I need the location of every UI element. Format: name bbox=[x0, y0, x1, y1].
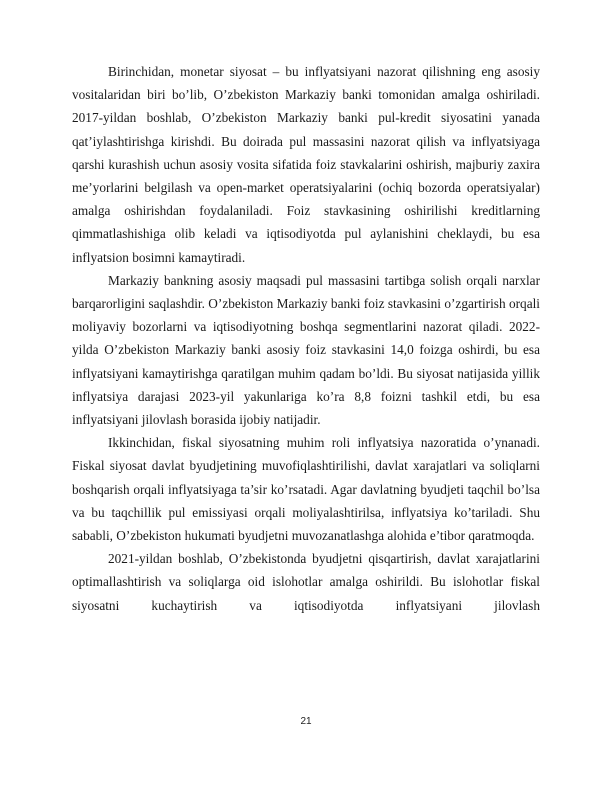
paragraph-fiscal-policy: Ikkinchidan, fiskal siyosatning muhim roli inflyatsiya nazoratida o’ynanadi. Fiskal siyosat davlat byudjetining muvofiqlashtirilishi, davlat xarajatlari va soliqlarni boshqarish orqali inflyatsiyaga ta’sir ko’rsatadi. Agar davlatning byudjeti taqchil bo’lsa va bu taqchillik pul emissiyasi orqali moliyalashtirilsa, inflyatsiya ko’tariladi. Shu sababli, O’zbekiston hukumati byudjetni muvozanatlashga alohida e’tibor qaratmoqda. bbox=[72, 435, 540, 544]
paragraph-monetary-policy: Birinchidan, monetar siyosat – bu inflyatsiyani nazorat qilishning eng asosiy vositalaridan biri bo’lib, O’zbekiston Markaziy banki tomonidan amalga oshiriladi. 2017-yildan boshlab, O’zbekiston Markaziy banki pul-kredit siyosatini yanada qat’iylashtirishga kirishdi. Bu doirada pul massasini nazorat qilish va inflyatsiyaga qarshi kurashish uchun asosiy vosita sifatida foiz stavkalarini oshirish, majburiy zaxira me’yorlarini belgilash va open-market operatsiyalarini (ochiq bozorda operatsiyalar) amalga oshirishdan foydalaniladi. Foiz stavkasining oshirilishi kreditlarning qimmatlashishiga olib keladi va iqtisodiyotda pul aylanishini cheklaydi, bu esa inflyatsion bosimni kamaytiradi. bbox=[72, 64, 540, 265]
body-text bbox=[72, 60, 540, 617]
page-number: 21 bbox=[300, 716, 312, 727]
paragraph-reforms-2021: 2021-yildan boshlab, O’zbekistonda byudjetni qisqartirish, davlat xarajatlarini optimallashtirish va soliqlarga oid islohotlar amalga oshirildi. Bu islohotlar fiskal siyosatni kuchaytirish va iqtisodiyotda inflyatsiyani jilovlash bbox=[72, 551, 540, 613]
paragraph-central-bank: Markaziy bankning asosiy maqsadi pul massasini tartibga solish orqali narxlar barqarorligini saqlashdir. O’zbekiston Markaziy banki foiz stavkasini o’zgartirish orqali moliyaviy bozorlarni va iqtisodiyotning boshqa segmentlarini nazorat qiladi. 2022-yilda O’zbekiston Markaziy banki asosiy foiz stavkasini 14,0 foizga oshirdi, bu esa inflyatsiyani kamaytirishga qaratilgan muhim qadam bo’ldi. Bu siyosat natijasida yillik inflyatsiya darajasi 2023-yil yakunlariga ko’ra 8,8 foizni tashkil etdi, bu esa inflyatsiyani jilovlash borasida ijobiy natijadir. bbox=[72, 272, 540, 428]
